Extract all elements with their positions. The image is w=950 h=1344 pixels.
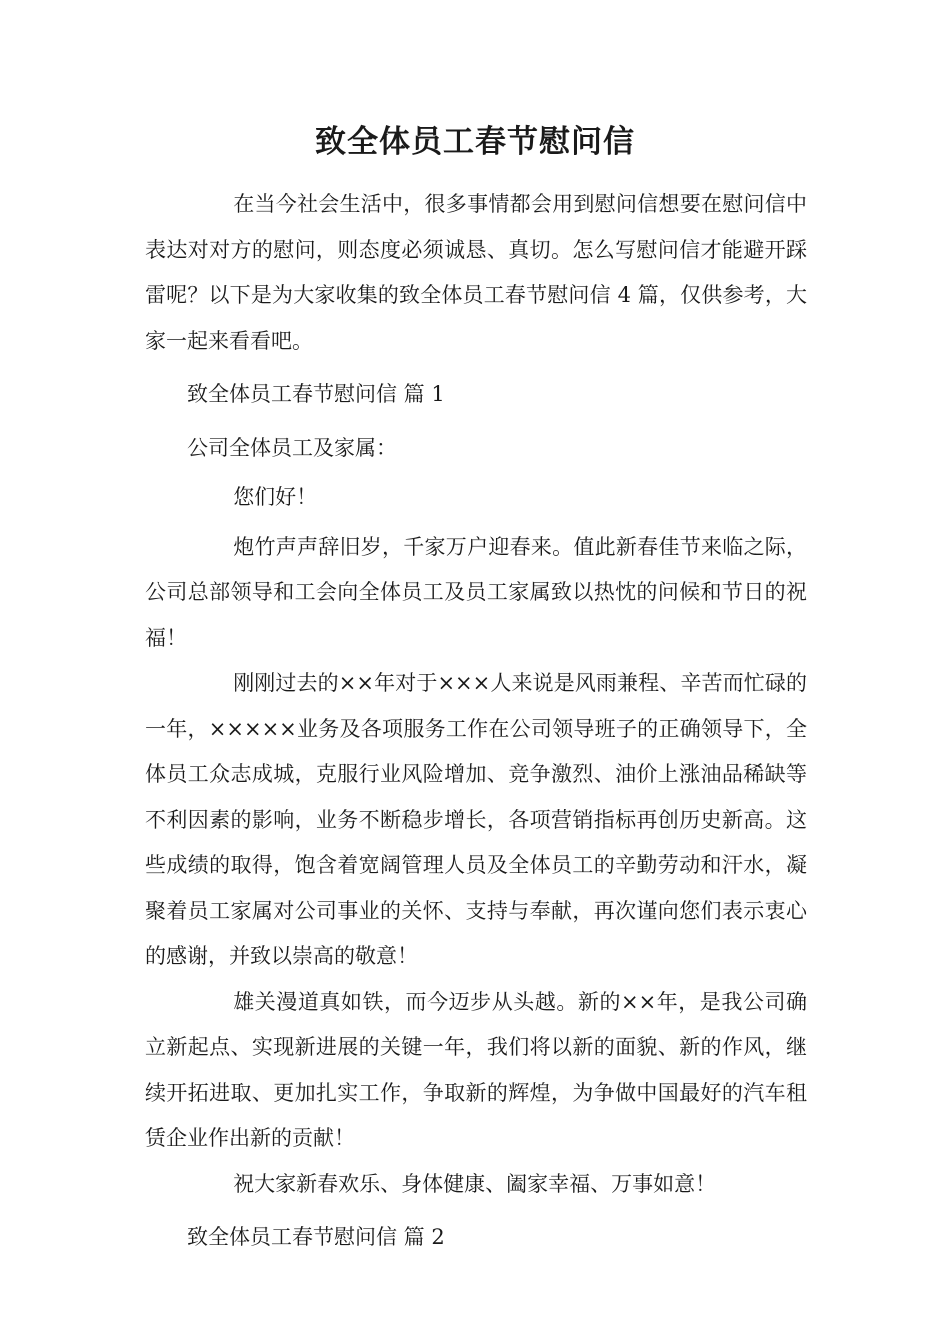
document-body [145, 182, 807, 1261]
section-heading-2: 致全体员工春节慰问信 篇 2 [187, 1225, 445, 1249]
document-title: 致全体员工春节慰问信 [315, 124, 635, 160]
intro-paragraph: 在当今社会生活中，很多事情都会用到慰问信想要在慰问信中表达对对方的慰问，则态度必须诚恳、真切。怎么写慰问信才能避开踩雷呢？以下是为大家收集的致全体员工春节慰问信 4 篇，仅供参考，大家一起来看看吧。 [145, 192, 807, 353]
salutation: 公司全体员工及家属： [187, 435, 397, 460]
body-paragraph: 刚刚过去的××年对于×××人来说是风雨兼程、辛苦而忙碌的一年，×××××业务及各项服务工作在公司领导班子的正确领导下，全体员工众志成城，克服行业风险增加、竞争激烈、油价上涨油品稀缺等不利因素的影响，业务不断稳步增长，各项营销指标再创历史新高。这些成绩的取得，饱含着宽阔管理人员及全体员工的辛勤劳动和汗水，凝聚着员工家属对公司事业的关怀、支持与奉献，再次谨向您们表示衷心的感谢，并致以崇高的敬意！ [145, 671, 807, 968]
body-paragraph: 雄关漫道真如铁，而今迈步从头越。新的××年，是我公司确立新起点、实现新进展的关键一年，我们将以新的面貌、新的作风，继续开拓进取、更加扎实工作，争取新的辉煌，为争做中国最好的汽车租赁企业作出新的贡献！ [145, 989, 807, 1150]
greeting: 您们好！ [233, 485, 318, 509]
body-paragraph: 炮竹声声辞旧岁，千家万户迎春来。值此新春佳节来临之际，公司总部领导和工会向全体员工及员工家属致以热忱的问候和节日的祝福！ [145, 534, 807, 650]
closing-wishes: 祝大家新春欢乐、身体健康、阖家幸福、万事如意！ [233, 1171, 717, 1196]
section-heading-1: 致全体员工春节慰问信 篇 1 [187, 382, 445, 406]
